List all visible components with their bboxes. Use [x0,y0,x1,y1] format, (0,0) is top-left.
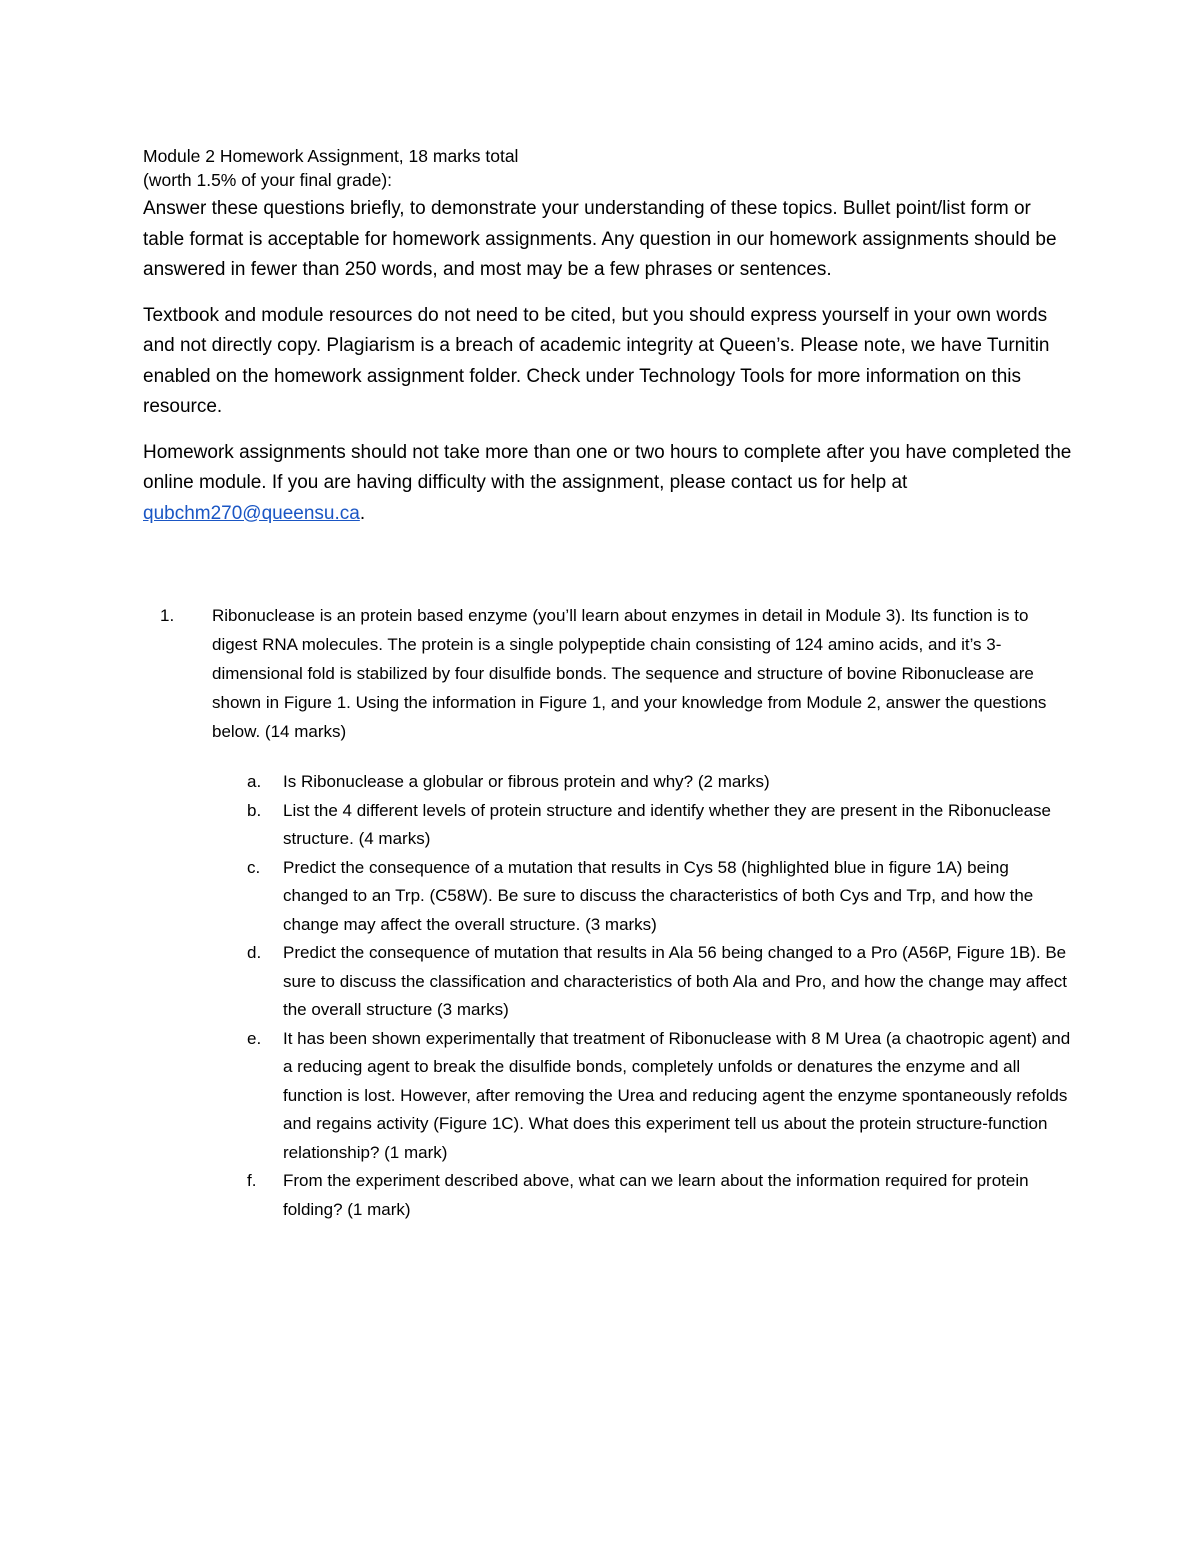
part-text: Predict the consequence of a mutation that results in Cys 58 (highlighted blue in figure 1A) being changed to an Trp. (C58W). Be sure to discuss the characteristics of both Cys and Trp, and how the change may affect the overall structure. (3 marks) [283,857,1034,934]
part-letter: f. [247,1171,257,1190]
part-letter: a. [247,772,262,791]
instructions-paragraph-3-text: Homework assignments should not take more than one or two hours to complete after you have completed the online module. If you are having difficulty with the assignment, please contact us for help at [143,441,1072,493]
question-part-c [212,854,1073,940]
grade-weight-note: (worth 1.5% of your final grade): [143,170,393,190]
instructions-paragraph-3-end: . [359,502,366,524]
part-letter: c. [247,857,261,877]
part-text: Is Ribonuclease a globular or fibrous protein and why? (2 marks) [283,772,770,791]
instructions-paragraph-1: Answer these questions briefly, to demonstrate your understanding of these topics. Bullet point/list form or table format is acceptable for homework assignments. Any question in our homework assignments should be answered in fewer than 250 words, and most may be a few phrases or sentences. [143,198,1057,280]
question-1-text: Ribonuclease is an protein based enzyme (you’ll learn about enzymes in detail in Module 3). Its function is to digest RNA molecules. The protein is a single polypeptide chain consisting of 124 amino acids, and it’s 3-dimensional fold is stabilized by four disulfide bonds. The sequence and structure of bovine Ribonuclease are shown in Figure 1. Using the information in Figure 1, and your knowledge from Module 2, answer the questions below. (14 marks) [212,606,1047,741]
question-part-b [212,797,1073,854]
instructions-paragraph-2: Textbook and module resources do not need to be cited, but you should express yourself in your own words and not directly copy. Plagiarism is a breach of academic integrity at Queen’s. Please note, we have Turnitin enabled on the homework assignment folder. Check under Technology Tools for more information on this resource. [143,304,1050,417]
part-letter: d. [247,943,262,962]
part-letter: b. [247,800,262,820]
document-body [143,144,1073,1224]
question-part-d [212,939,1073,1025]
part-letter: e. [247,1028,262,1048]
part-text: Predict the consequence of mutation that results in Ala 56 being changed to a Pro (A56P, Figure 1B). Be sure to discuss the classification and characteristics of both Ala and Pro, and how the change may affect the overall structure (3 marks) [283,943,1068,1019]
part-text: From the experiment described above, what can we learn about the information required for protein folding? (1 mark) [283,1171,1029,1219]
question-part-e [212,1025,1073,1168]
part-text: It has been shown experimentally that treatment of Ribonuclease with 8 M Urea (a chaotropic agent) and a reducing agent to break the disulfide bonds, completely unfolds or denatures the enzyme and all function is lost. However, after removing the Urea and reducing agent the enzyme spontaneously refolds and regains activity (Figure 1C). What does this experiment tell us about the protein structure-function relationship? (1 mark) [283,1028,1071,1162]
question-part-a [212,768,1073,797]
question-part-f [212,1167,1073,1224]
question-1 [143,601,1073,1224]
contact-email-link[interactable]: qubchm270@queensu.ca [143,502,360,524]
part-text: List the 4 different levels of protein structure and identify whether they are present in the Ribonuclease structure. (4 marks) [283,800,1051,848]
question-number: 1. [160,606,175,625]
question-1-parts [212,768,1073,1224]
question-list [143,601,1073,1224]
document-title: Module 2 Homework Assignment, 18 marks total [143,146,519,166]
instructions-paragraph-3 [143,438,1073,530]
